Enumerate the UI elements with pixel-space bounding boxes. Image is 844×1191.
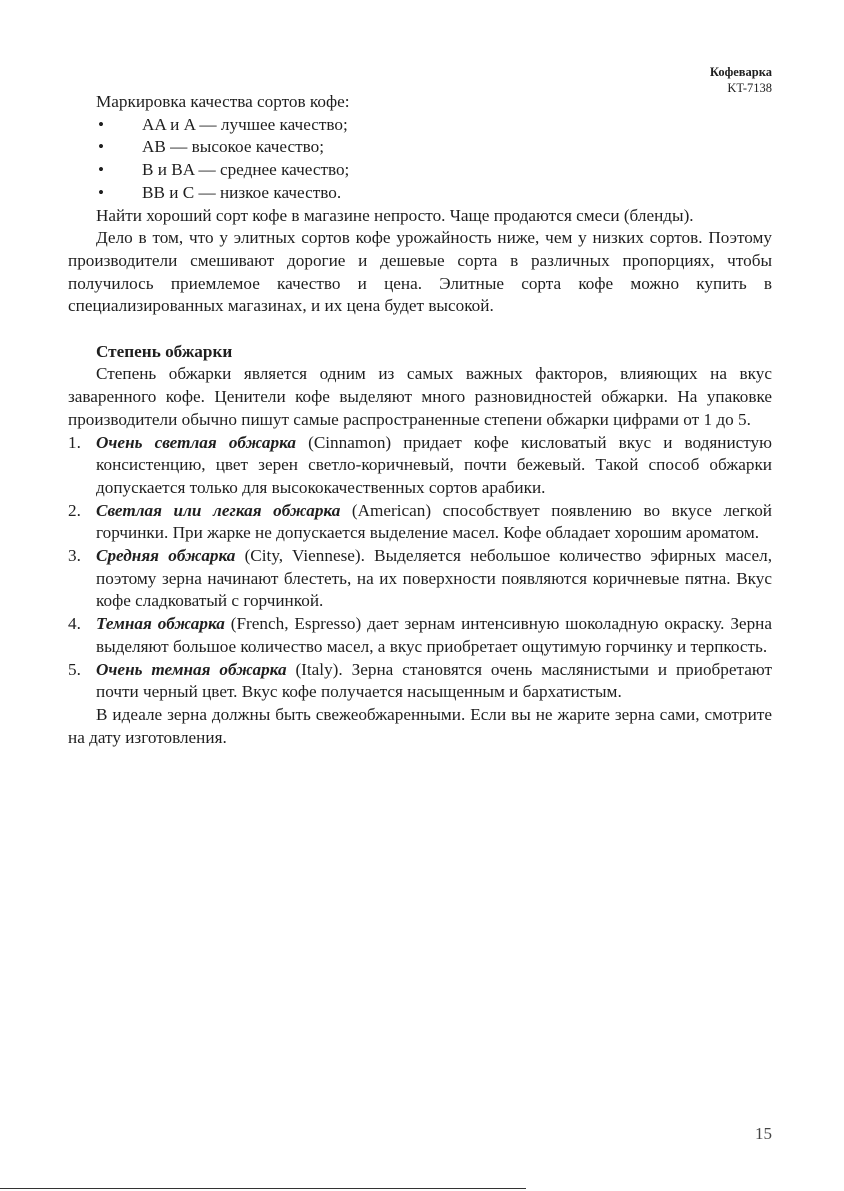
roast-intro-paragraph: Степень обжарки является одним из самых важных факторов, влияющих на вкус заваренного кофе. Ценители кофе выделяют много разновидностей обжарки. На упаковке производители обычно пишут самые распространенные степени обжарки цифрами от 1 до 5. [68, 364, 772, 429]
section-heading: Степень обжарки [96, 341, 233, 361]
bullet-icon: • [98, 137, 105, 157]
list-item-text: AA и A — лучшее качество; [142, 114, 348, 134]
roast-term: Средняя обжарка [96, 546, 236, 566]
list-item-number: 4. [68, 614, 81, 634]
roast-term: Очень темная обжарка [96, 659, 287, 679]
bullet-icon: • [98, 160, 105, 180]
list-item [68, 545, 772, 613]
list-item [68, 136, 772, 159]
section-spacer [68, 318, 772, 341]
roast-description: (Cinnamon) придает кофе кисловатый вкус и водянистую консистенцию, цвет зерен светло-коричневый, почти бежевый. Такой способ обжарки допускается только для высококачественных сортов арабики. [96, 432, 772, 497]
roast-levels-list [68, 432, 772, 704]
list-item-number: 3. [68, 546, 81, 566]
roast-description: (French, Espresso) дает зернам интенсивную шоколадную окраску. Зерна выделяют большое количество масел, а вкус приобретает ощутимую горчинку и терпкость. [96, 614, 772, 656]
page-body [68, 91, 772, 749]
blends-paragraph: Найти хороший сорт кофе в магазине непросто. Чаще продаются смеси (бленды). [96, 205, 694, 225]
list-item-text: B и BA — среднее качество; [142, 160, 350, 180]
list-item-number: 5. [68, 659, 81, 679]
elite-varieties-paragraph: Дело в том, что у элитных сортов кофе урожайность ниже, чем у низких сортов. Поэтому производители смешивают дорогие и дешевые сорта в различных пропорциях, чтобы получилось приемлемое качество и цена. Элитные сорта кофе можно купить в специализированных магазинах, и их цена будет высокой. [68, 228, 772, 316]
roast-description: (American) способствует появлению во вкусе легкой горчинки. При жарке не допускается выделение масел. Кофе обладает хорошим ароматом. [96, 500, 772, 543]
list-item-text: AB — высокое качество; [142, 137, 324, 157]
list-item [68, 432, 772, 500]
page-number: 15 [755, 1124, 772, 1143]
list-item-text: BB и C — низкое качество. [142, 182, 342, 202]
header-product-name: Кофеварка [709, 65, 772, 79]
list-item-number: 1. [68, 432, 81, 452]
closing-paragraph: В идеале зерна должны быть свежеобжаренными. Если вы не жарите зерна сами, смотрите на дату изготовления. [68, 704, 772, 747]
list-item [68, 182, 772, 205]
roast-description: (Italy). Зерна становятся очень маслянистыми и приобретают почти черный цвет. Вкус кофе получается насыщенным и бархатистым. [96, 659, 772, 702]
roast-term: Светлая или легкая обжарка [96, 500, 341, 520]
list-item [68, 613, 772, 658]
roast-term: Очень светлая обжарка [96, 432, 296, 452]
list-item [68, 659, 772, 704]
roast-description: (City, Viennese). Выделяется небольшое количество эфирных масел, поэтому зерна начинают блестеть, на их поверхности появляются коричневые пятна. Вкус кофе сладковатый с горчинкой. [96, 546, 773, 611]
list-item [68, 159, 772, 182]
roast-term: Темная обжарка [96, 614, 225, 634]
bullet-icon: • [98, 114, 105, 134]
marking-intro: Маркировка качества сортов кофе: [96, 92, 350, 111]
list-item-number: 2. [68, 500, 81, 520]
bottom-divider [0, 1188, 526, 1189]
quality-marking-list [68, 114, 772, 205]
bullet-icon: • [98, 182, 105, 202]
list-item [68, 114, 772, 137]
header-model-number: KT-7138 [727, 81, 772, 95]
list-item [68, 500, 772, 545]
